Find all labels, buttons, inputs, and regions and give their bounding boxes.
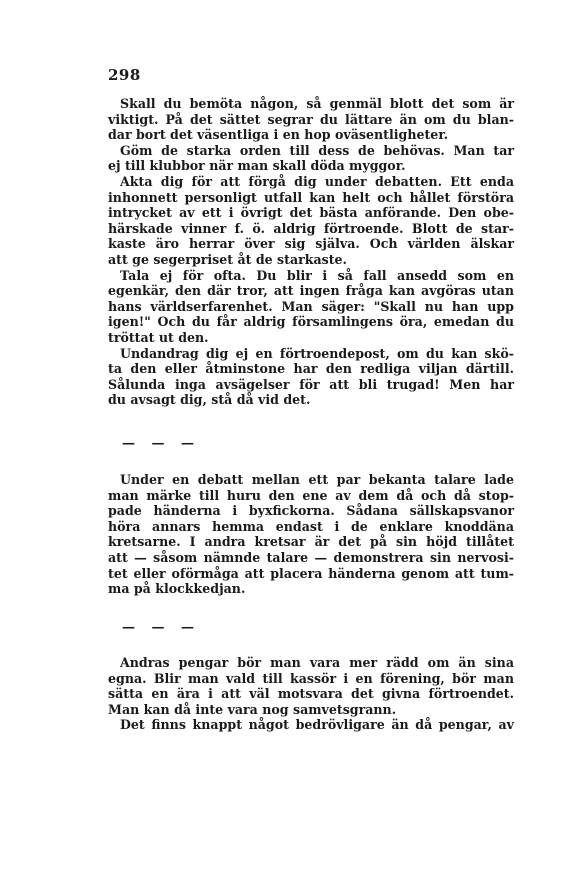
- text-line: härskade vinner f. ö. aldrig förtroende. Blott de star-: [108, 220, 514, 236]
- text-line: höra annars hemma endast i de enklare knoddäna: [108, 518, 514, 534]
- text-line: egna. Blir man vald till kassör i en förening, bör man: [108, 670, 514, 686]
- text-line: ma på klockkedjan.: [108, 581, 246, 597]
- text-line: pade händerna i byxfickorna. Sådana sällskapsvanor: [108, 503, 514, 519]
- text-line: hans världserfarenhet. Man säger: "Skall nu han upp: [108, 298, 514, 314]
- text-line: sätta en ära i att väl motsvara det givna förtroendet.: [108, 686, 514, 702]
- text-line: att ge segerpriset åt de starkaste.: [108, 251, 347, 267]
- text-line: inhonnett personligt utfall kan helt och hållet förstöra: [108, 189, 514, 205]
- text-line: tröttat ut den.: [108, 329, 209, 345]
- text-line: ta den eller åtminstone har den redliga viljan därtill.: [108, 361, 514, 377]
- text-line: Under en debatt mellan ett par bekanta talare lade: [120, 472, 514, 487]
- text-line: igen!" Och du får aldrig församlingens öra, emedan du: [108, 314, 514, 330]
- section-3-text: [108, 655, 514, 733]
- text-line: du avsagt dig, stå då vid det.: [108, 392, 311, 408]
- section-1-text: [108, 96, 514, 408]
- text-line: Undandrag dig ej en förtroendepost, om du kan skö-: [120, 345, 514, 361]
- text-line: Göm de starka orden till dess de behövas. Man tar: [120, 142, 514, 158]
- text-line: att — såsom nämnde talare — demonstrera sin nervosi-: [108, 549, 514, 565]
- text-line: Akta dig för att förgå dig under debatten. Ett enda: [120, 173, 514, 189]
- section-2-text: [108, 472, 514, 597]
- text-line: tet eller oförmåga att placera händerna genom att tum-: [108, 565, 514, 581]
- section-separator-1: — — —: [122, 436, 201, 451]
- text-line: Tala ej för ofta. Du blir i så fall ansedd som en: [120, 267, 514, 283]
- text-line: kaste äro herrar över sig själva. Och världen älskar: [108, 236, 514, 252]
- text-line: Sålunda inga avsägelser för att bli trugad! Men har: [108, 376, 514, 392]
- text-line: man märke till huru den ene av dem då och då stop-: [108, 487, 514, 503]
- text-line: Skall du bemöta någon, så genmäl blott det som är: [120, 96, 514, 111]
- page-number: 298: [108, 66, 141, 84]
- text-line: Andras pengar bör man vara mer rädd om än sina: [120, 655, 514, 670]
- section-separator-2: — — —: [122, 620, 201, 635]
- text-line: Det finns knappt något bedrövligare än då pengar, av: [120, 717, 514, 733]
- text-line: dar bort det väsentliga i en hop oväsentligheter.: [108, 127, 449, 143]
- text-line: intrycket av ett i övrigt det bästa anförande. Den obe-: [108, 205, 514, 221]
- text-line: kretsarne. I andra kretsar är det på sin höjd tillåtet: [108, 534, 514, 550]
- text-line: ej till klubbor när man skall döda myggor.: [108, 158, 406, 174]
- text-line: Man kan då inte vara nog samvetsgrann.: [108, 701, 397, 717]
- text-line: egenkär, den där tror, att ingen fråga kan avgöras utan: [108, 283, 514, 299]
- text-line: viktigt. På det sättet segrar du lättare än om du blan-: [108, 111, 514, 127]
